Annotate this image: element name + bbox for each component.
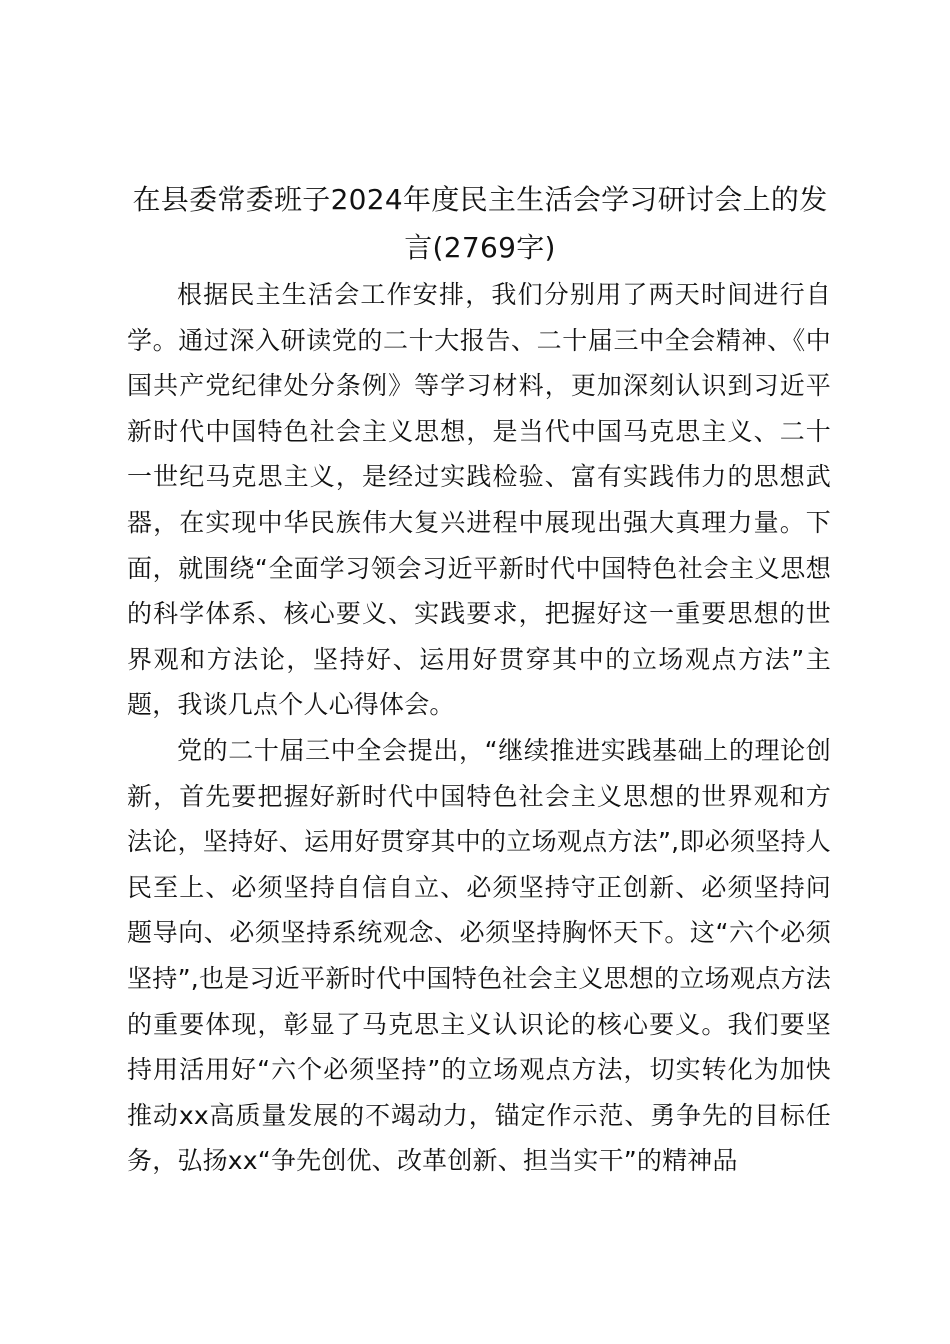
document-title: 在县委常委班子2024年度民主生活会学习研讨会上的发言(2769字)	[132, 183, 828, 264]
document-body	[127, 272, 831, 1184]
paragraph-intro: 根据民主生活会工作安排，我们分别用了两天时间进行自学。通过深入研读党的二十大报告、二十届三中全会精神、《中国共产党纪律处分条例》等学习材料，更加深刻认识到习近平新时代中国特色社会主义思想，是当代中国马克思主义、二十一世纪马克思主义，是经过实践检验、富有实践伟力的思想武器，在实现中华民族伟大复兴进程中展现出强大真理力量。下面，就围绕“全面学习领会习近平新时代中国特色社会主义思想的科学体系、核心要义、实践要求，把握好这一重要思想的世界观和方法论，坚持好、运用好贯穿其中的立场观点方法”主题，我谈几点个人心得体会。	[127, 280, 831, 720]
paragraph-plenary: 党的二十届三中全会提出，“继续推进实践基础上的理论创新，首先要把握好新时代中国特色社会主义思想的世界观和方法论，坚持好、运用好贯穿其中的立场观点方法”,即必须坚持人民至上、必须坚持自信自立、必须坚持守正创新、必须坚持问题导向、必须坚持系统观念、必须坚持胸怀天下。这“六个必须坚持”,也是习近平新时代中国特色社会主义思想的立场观点方法的重要体现，彰显了马克思主义认识论的核心要义。我们要坚持用活用好“六个必须坚持”的立场观点方法，切实转化为加快推动xx高质量发展的不竭动力，锚定作示范、勇争先的目标任务，弘扬xx“争先创优、改革创新、担当实干”的精神品	[127, 735, 831, 1176]
